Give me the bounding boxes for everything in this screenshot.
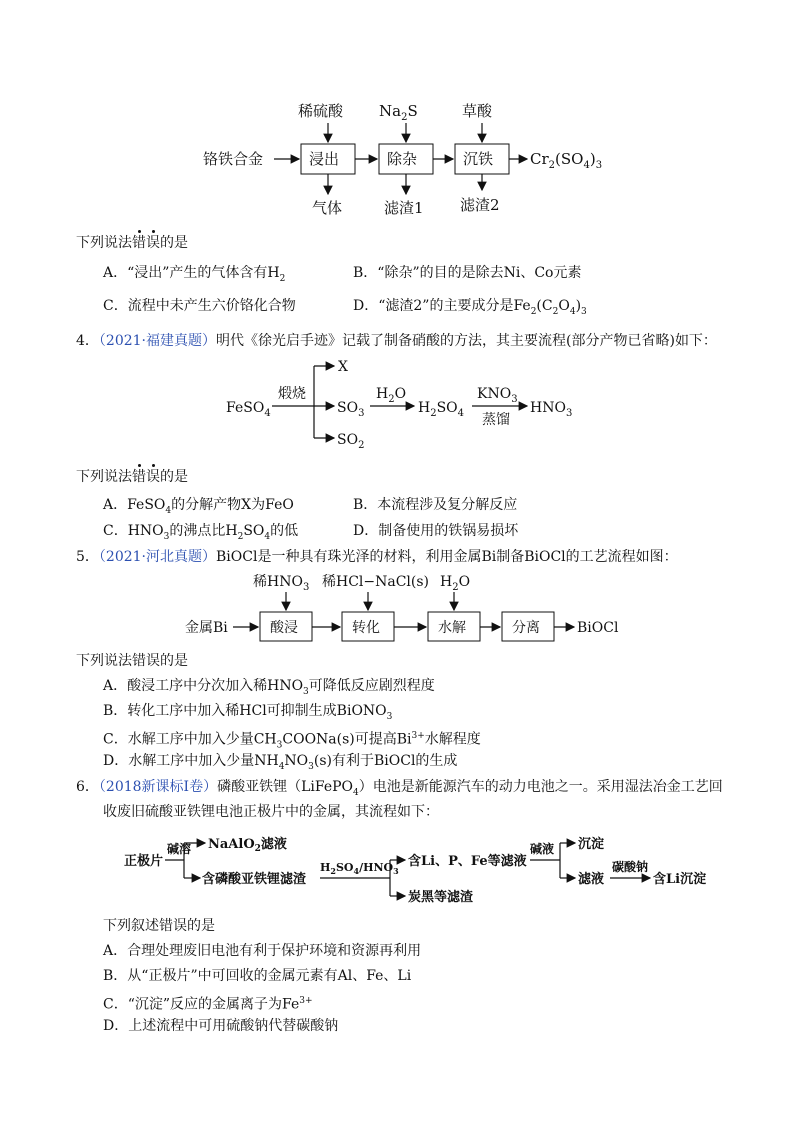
q6-option-d: D．上述流程中可用硫酸钠代替碳酸钠 [103,1018,339,1034]
q6-carbon: 炭黑等滤渣 [408,890,474,905]
q3-step-purify: 除杂 [387,150,418,168]
q5-reagent-1: 稀$HNO_3$ [253,574,310,593]
q4-option-a: A．FeSO$_4$的分解产物X为FeO [103,497,294,516]
q3-reagent-1: 稀硫酸 [298,102,344,120]
q3-option-c: C．流程中未产生六价铬化合物 [103,298,296,314]
q5-product: BiOCl [577,620,619,636]
q4-option-d: D．制备使用的铁锅易损坏 [353,523,519,539]
q3-reagent-3: 草酸 [462,102,493,120]
q4-so3: $SO_3$ [337,400,365,419]
q5-step-2: 转化 [352,620,380,636]
q4-h2so4: $H_2SO_4$ [418,400,465,419]
q6-start: 正极片 [124,854,164,869]
q4-feso4: FeSO$_4$ [226,400,271,419]
q3-flow [203,102,602,217]
q6-carbonate: 碳酸钠 [612,860,649,874]
q4-calcine: 煅烧 [278,386,306,402]
q4-so2: $SO_2$ [337,432,365,451]
q4-option-b: B．本流程涉及复分解反应 [353,497,518,513]
q3-product: $Cr_2(SO_4)_3$ [530,150,603,171]
q3-output-2: 滤渣1 [384,199,424,217]
q5-option-a: A．酸浸工序中分次加入稀$HNO_3$可降低反应剧烈程度 [103,678,435,697]
q6-option-c: C．“沉淀”反应的金属离子为$Fe^{3+}$ [103,996,313,1013]
q6-naalo2: NaAlO$_2$滤液 [208,837,287,854]
q4-distill: 蒸馏 [482,412,510,428]
q6-filtrate2: 滤液 [578,872,605,887]
q3-option-d: D．“滤渣2”的主要成分是$Fe_2(C_2O_4)_3$ [353,298,587,317]
q6-question: 6．（2018新课标Ⅰ卷）磷酸亚铁锂（LiFePO$_4$）电池是新能源汽车的动力电池之一。采用湿法冶金工艺回 [76,779,723,798]
q6-question-line2: 收废旧硫酸亚铁锂电池正极片中的金属，其流程如下： [103,804,439,820]
q5-reagent-2: 稀HCl−NaCl(s) [322,574,430,590]
q4-h2o: $H_2O$ [376,386,407,405]
q5-step-4: 分离 [512,620,540,636]
q4-option-c: C．$HNO_3$的沸点比$H_2SO_4$的低 [103,523,299,542]
q3-option-b: B．“除杂”的目的是除去Ni、Co元素 [353,265,582,281]
q5-stem: 下列说法错误的是 [76,653,188,669]
q4-x: X [338,359,348,375]
q6-option-b: B．从“正极片”中可回收的金属元素有Al、Fe、Li [103,968,412,984]
q3-option-a: A．“浸出”产生的气体含有$H_2$ [103,265,286,284]
q6-acid: $H_2SO_4/HNO_3$ [320,861,399,876]
q5-option-d: D．水解工序中加入少量$NH_4NO_3(s)$有利于BiOCl的生成 [103,753,458,772]
q3-step-iron: 沉铁 [463,150,494,168]
q5-start: 金属Bi [185,620,228,636]
q6-alkali2: 碱液 [530,842,555,856]
q6-filtrate: 含磷酸亚铁锂滤渣 [202,872,307,887]
q6-option-a: A．合理处理废旧电池有利于保护环境和资源再利用 [103,943,422,959]
q4-hno3: $HNO_3$ [530,400,573,419]
q5-step-1: 酸浸 [270,620,298,636]
q6-li-filtrate: 含Li、P、Fe等滤液 [408,854,527,869]
q4-flow [226,359,572,451]
q6-li-precip: 含Li沉淀 [653,872,707,887]
q4-kno3: $KNO_3$ [477,386,518,405]
q3-start: 铬铁合金 [203,150,264,168]
q3-output-1: 气体 [312,199,343,217]
q5-option-b: B．转化工序中加入稀HCl可抑制生成BiONO$_3$ [103,703,393,722]
q3-step-leach: 浸出 [309,150,340,168]
q6-alkali: 碱溶 [167,842,192,856]
q6-stem: 下列叙述错误的是 [103,918,215,934]
q6-precip: 沉淀 [578,837,605,852]
q3-stem: 下列说法错 误 的是 [76,234,188,252]
q3-output-3: 滤渣2 [460,196,500,214]
q5-question: 5．（2021·河北真题）BiOCl是一种具有珠光泽的材料，利用金属Bi制备BiOCl的工艺流程如图： [76,549,678,565]
q4-question: 4．（2021·福建真题）明代《徐光启手迹》记载了制备硝酸的方法，其主要流程(部分产物已省略)如下： [76,333,717,349]
q5-option-c: C．水解工序中加入少量$CH_3COONa(s)$可提高$Bi^{3+}$水解程度 [103,731,481,751]
q5-step-3: 水解 [438,620,466,636]
q5-flow [185,574,619,641]
q3-reagent-2: $Na_2S$ [379,102,418,123]
q6-flow [124,836,706,905]
q4-stem: 下列说法错 误 的是 [76,468,188,486]
q5-reagent-3: $H_2O$ [440,574,471,593]
